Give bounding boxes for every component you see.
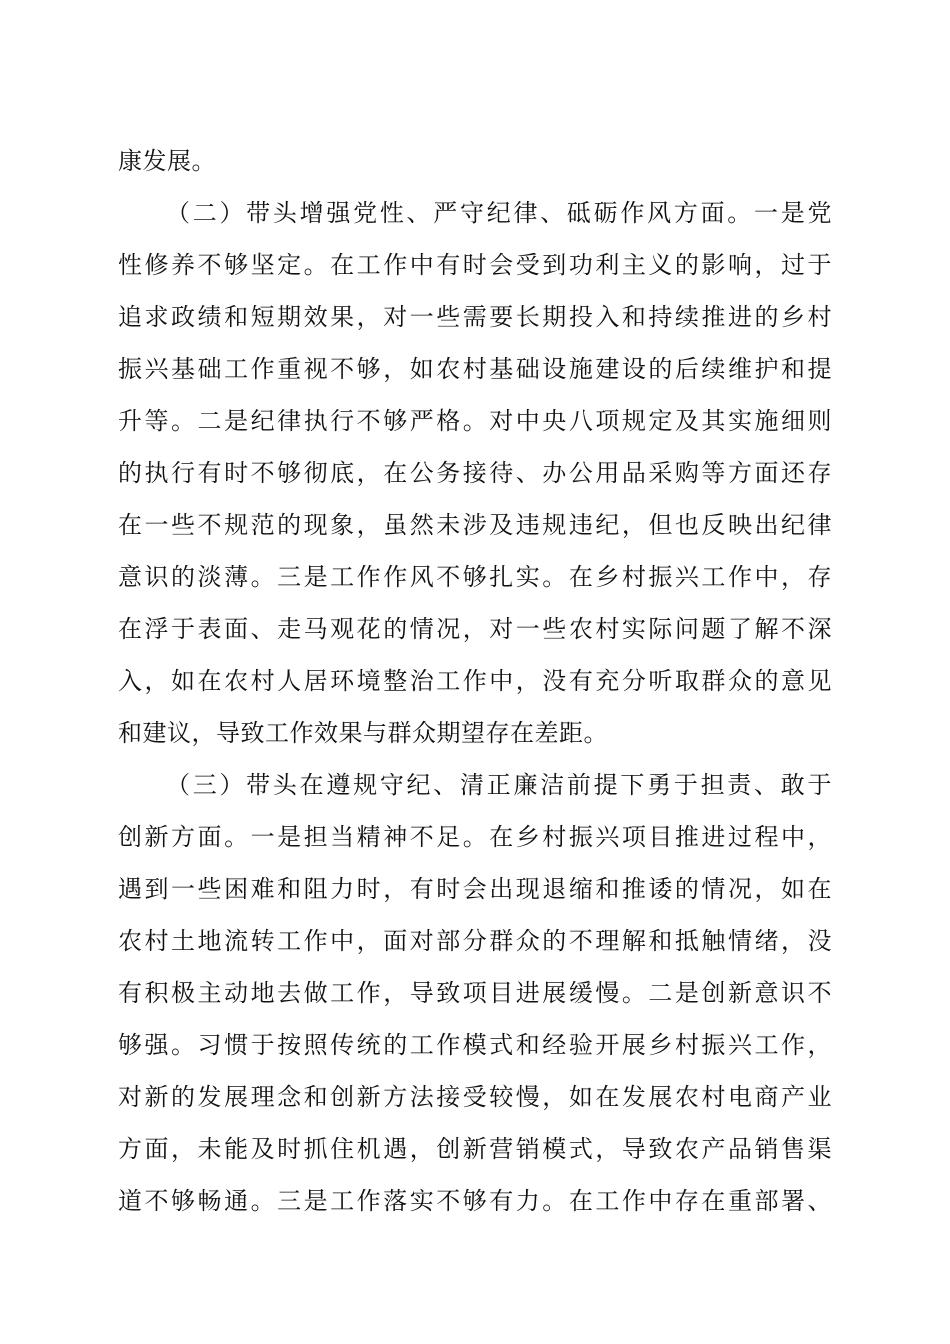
text-line: 有积极主动地去做工作，导致项目进展缓慢。二是创新意识不 bbox=[118, 979, 832, 1007]
text-line: 道不够畅通。三是工作落实不够有力。在工作中存在重部署、 bbox=[118, 1187, 832, 1215]
text-line: 升等。二是纪律执行不够严格。对中央八项规定及其实施细则 bbox=[118, 407, 832, 435]
text-line: 在一些不规范的现象，虽然未涉及违规违纪，但也反映出纪律 bbox=[118, 511, 832, 539]
text-line: 和建议，导致工作效果与群众期望存在差距。 bbox=[118, 719, 608, 747]
text-line: 性修养不够坚定。在工作中有时会受到功利主义的影响，过于 bbox=[118, 251, 832, 279]
section-heading-line: （二）带头增强党性、严守纪律、砥砺作风方面。一是党 bbox=[166, 199, 832, 227]
text-line: 创新方面。一是担当精神不足。在乡村振兴项目推进过程中， bbox=[118, 823, 832, 851]
text-line: 入，如在农村人居环境整治工作中，没有充分听取群众的意见 bbox=[118, 667, 832, 695]
section-heading-line: （三）带头在遵规守纪、清正廉洁前提下勇于担责、敢于 bbox=[166, 771, 832, 799]
text-line: 振兴基础工作重视不够，如农村基础设施建设的后续维护和提 bbox=[118, 355, 832, 383]
text-line: 遇到一些困难和阻力时，有时会出现退缩和推诿的情况，如在 bbox=[118, 875, 832, 903]
text-line: 对新的发展理念和创新方法接受较慢，如在发展农村电商产业 bbox=[118, 1083, 832, 1111]
text-line: 农村土地流转工作中，面对部分群众的不理解和抵触情绪，没 bbox=[118, 927, 832, 955]
text-line: 追求政绩和短期效果，对一些需要长期投入和持续推进的乡村 bbox=[118, 303, 832, 331]
text-line: 在浮于表面、走马观花的情况，对一些农村实际问题了解不深 bbox=[118, 615, 832, 643]
text-line: 够强。习惯于按照传统的工作模式和经验开展乡村振兴工作， bbox=[118, 1031, 832, 1059]
text-line: 的执行有时不够彻底，在公务接待、办公用品采购等方面还存 bbox=[118, 459, 832, 487]
text-line: 方面，未能及时抓住机遇，创新营销模式，导致农产品销售渠 bbox=[118, 1135, 832, 1163]
text-line: 意识的淡薄。三是工作作风不够扎实。在乡村振兴工作中，存 bbox=[118, 563, 832, 591]
text-line: 康发展。 bbox=[118, 147, 216, 175]
